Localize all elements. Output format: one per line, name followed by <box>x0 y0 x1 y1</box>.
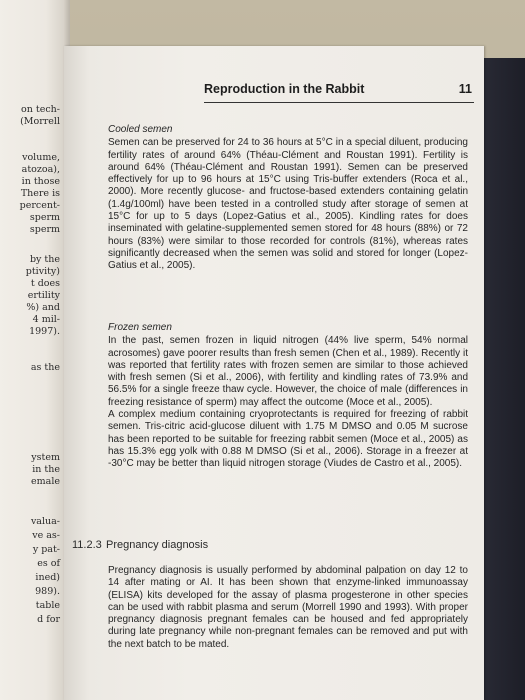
running-head <box>204 82 474 103</box>
left-page-fragment: sperm <box>29 224 60 235</box>
left-page-fragment: percent- <box>19 200 60 211</box>
cooled-semen-paragraph: Semen can be preserved for 24 to 36 hours at 5°C in a special diluent, producing fertility rates of around 64% (Théau-Clément and Roustan 1991). Fertility is around 64% (Théau-Clément and Roustan 1991). Semen can be preserved effectively for up to 96 hours at 15°C using Tris-buffer extenders (Roca et al., 2000). More recently glucose- and fructose-based extenders containing gelatin (1.4g/100ml) have been tested in a controlled study after storage of semen at 15°C for up to 5 days (Lopez-Gatius et al., 2005). Kindling rates for does inseminated with gelatine-supplemented semen stored for 48 hours (88%) or 72 hours (83%) were similar to those recorded for controls (81%), whereas rates significantly decreased when the semen was solid and stored for longer (Lopez-Gatius et al., 2005). <box>108 137 468 272</box>
pregnancy-diagnosis-section <box>108 565 468 651</box>
left-page-fragment: emale <box>31 476 60 487</box>
left-page-fragment: in the <box>32 464 60 475</box>
section-number: 11.2.3 <box>72 539 102 551</box>
left-page-fragment: 4 mil- <box>32 314 60 325</box>
left-page-fragment: volume, <box>22 152 60 163</box>
left-page-fragment: t does <box>30 278 60 289</box>
cooled-semen-section <box>108 124 468 273</box>
section-title: Pregnancy diagnosis <box>106 539 209 551</box>
left-page-fragment: valua- <box>30 516 60 527</box>
left-page-fragment: ve as- <box>32 530 60 541</box>
left-page-fragment: sperm <box>29 212 60 223</box>
left-page-fragment: ystem <box>31 452 60 463</box>
left-page-fragment: ptivity) <box>25 266 60 277</box>
left-page-fragment: 1997). <box>29 326 60 337</box>
left-page-fragment: There is <box>20 188 60 199</box>
left-page-fragment: es of <box>37 558 60 569</box>
left-page-fragment: ertility <box>27 290 60 301</box>
left-page-fragment: table <box>35 600 60 611</box>
frozen-semen-paragraph-1: In the past, semen frozen in liquid nitrogen (44% live sperm, 54% normal acrosomes) gave poorer results than fresh semen (Chen et al., 1989). Recently it was reported that fertility rates with frozen semen are similar to those achieved with fresh semen (Si et al., 2006), with fertility and kindling rates of 73.9% and 56.5% for a single freeze thaw cycle. However, the choice of male (differences in freezing resistance of sperm) may affect the outcome (Moce et al., 2005). <box>108 335 468 408</box>
left-page-fragment: %) and <box>26 302 60 313</box>
left-page-fragment: by the <box>29 254 60 265</box>
left-page-fragment: d for <box>37 614 60 625</box>
left-page-fragment: in those <box>21 176 60 187</box>
cooled-semen-heading: Cooled semen <box>108 124 173 135</box>
left-page-fragment: as the <box>30 362 60 373</box>
page-number: 11 <box>458 82 472 96</box>
left-page-fragment: 989). <box>35 586 60 597</box>
book-cover-edge <box>479 58 525 700</box>
left-page-fragment: on tech- <box>21 104 60 115</box>
left-page <box>0 0 70 700</box>
left-page-fragment: y pat- <box>32 544 60 555</box>
left-page-fragment: ined) <box>35 572 60 583</box>
frozen-semen-section <box>108 322 468 471</box>
right-page <box>64 46 484 700</box>
frozen-semen-paragraph-2: A complex medium containing cryoprotectants is required for freezing of rabbit semen. Tris-citric acid-glucose diluent with 1.75 M DMSO and 0.05 M sucrose has been reported to be suitable for freezing rabbit semen (Moce et al., 2005) as has 15.3% egg yolk with 0.88 M DMSO (Si et al., 2006). Storage in a freezer at -30°C may be better than liquid nitrogen storage (Viudes de Castro et al., 2005). <box>108 409 468 470</box>
pregnancy-diagnosis-paragraph: Pregnancy diagnosis is usually performed by abdominal palpation on day 12 to 14 after mating or AI. It has been shown that enzyme-linked immunoassay (ELISA) kits developed for the assay of plasma progesterone in other species can be used with rabbit plasma and serum (Morrell 1990 and 1993). With proper pregnancy diagnosis pregnant females can be housed and fed appropriately during late pregnancy while non-pregnant females can be removed and put with the next batch to be mated. <box>108 565 468 650</box>
frozen-semen-heading: Frozen semen <box>108 322 172 333</box>
left-page-fragment: (Morrell <box>20 116 60 127</box>
left-page-fragment: atozoa), <box>21 164 60 175</box>
running-title: Reproduction in the Rabbit <box>204 82 365 96</box>
